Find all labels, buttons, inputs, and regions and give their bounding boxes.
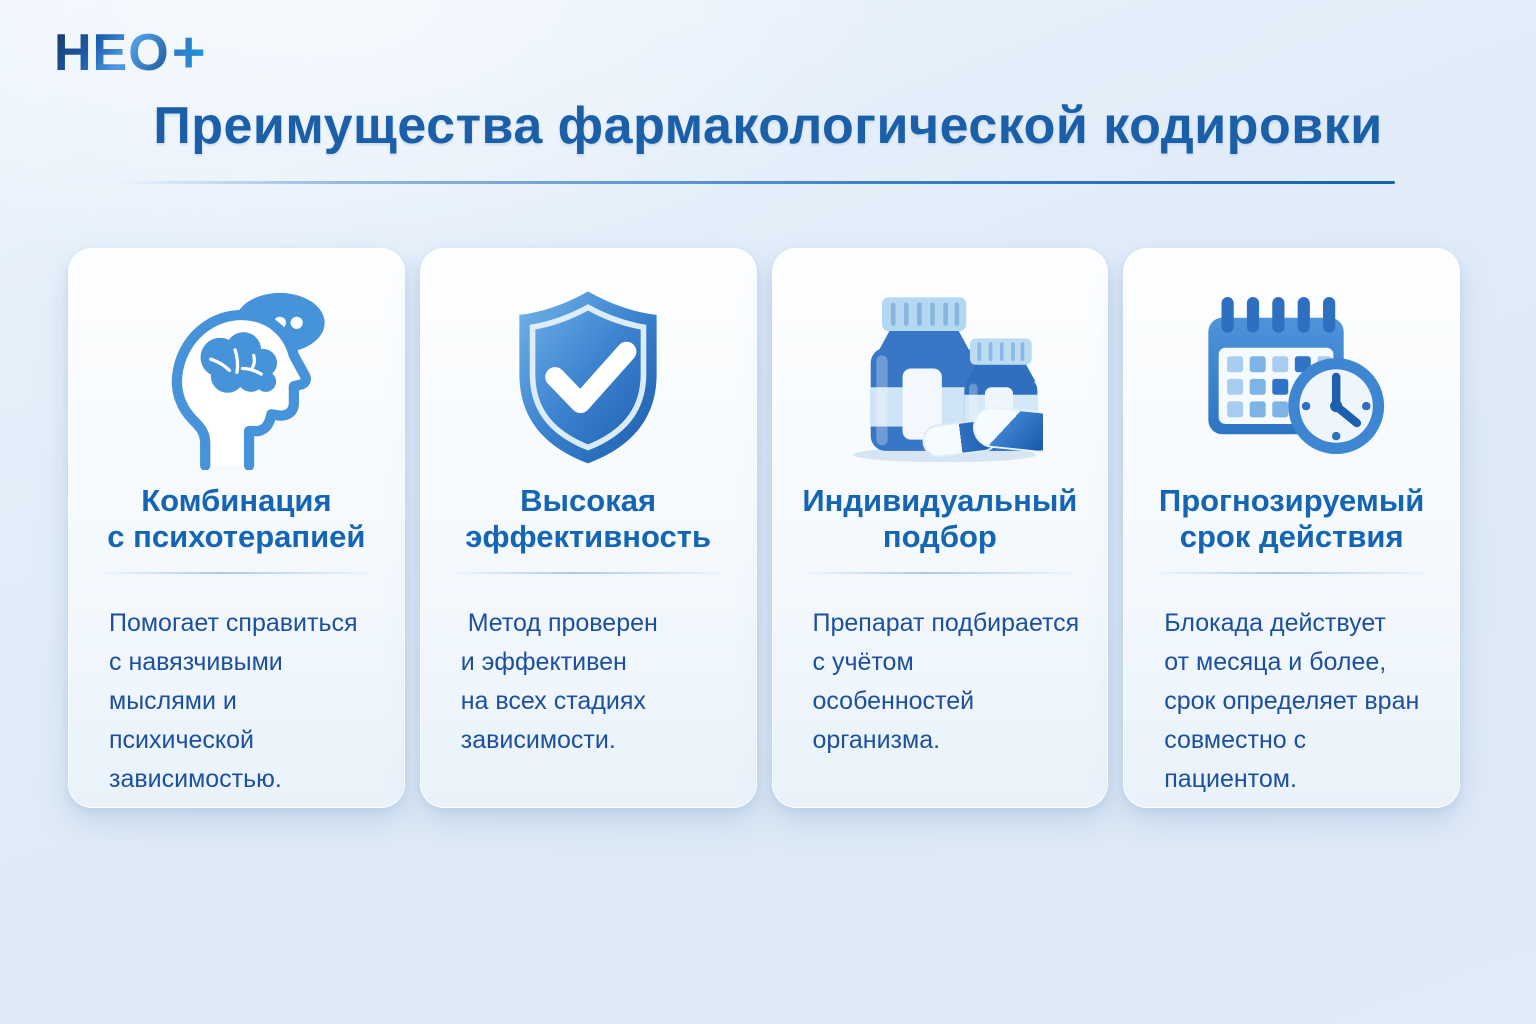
head-brain-speech-icon bbox=[69, 277, 404, 475]
medicine-bottles-icon bbox=[773, 277, 1108, 475]
title-divider bbox=[118, 181, 1395, 184]
card-individual-selection bbox=[772, 248, 1109, 808]
card-high-effectiveness bbox=[420, 248, 757, 808]
card-divider bbox=[103, 572, 370, 574]
card-description: Помогает справиться с навязчивыми мыслями и психической зависимостью. bbox=[109, 609, 358, 793]
page-title: Преимущества фармакологической кодировки bbox=[153, 97, 1383, 155]
brand-logo-text: НЕО bbox=[54, 24, 170, 82]
card-title: Прогнозируемый срок действия bbox=[1158, 483, 1425, 554]
shield-check-icon bbox=[421, 277, 756, 475]
card-divider bbox=[1158, 572, 1425, 574]
card-combination-psychotherapy bbox=[68, 248, 405, 808]
card-title: Комбинация с психотерапией bbox=[107, 483, 366, 554]
card-description: Блокада действует от месяца и более, срок определяет вран совместно с пациентом. bbox=[1164, 609, 1420, 793]
brand-logo bbox=[54, 20, 206, 85]
brand-logo-plus-icon: + bbox=[171, 20, 206, 85]
card-title: Индивидуальный подбор bbox=[802, 483, 1078, 554]
card-title: Высокая эффективность bbox=[465, 483, 711, 554]
card-description: Метод проверен и эффективен на всех стадиях зависимости. bbox=[460, 609, 658, 754]
benefit-cards-row bbox=[68, 248, 1460, 808]
card-predictable-duration bbox=[1123, 248, 1460, 808]
card-divider bbox=[807, 572, 1074, 574]
calendar-clock-icon bbox=[1124, 277, 1459, 475]
card-divider bbox=[455, 572, 722, 574]
card-description: Препарат подбирается с учётом особенностей организма. bbox=[812, 609, 1080, 754]
